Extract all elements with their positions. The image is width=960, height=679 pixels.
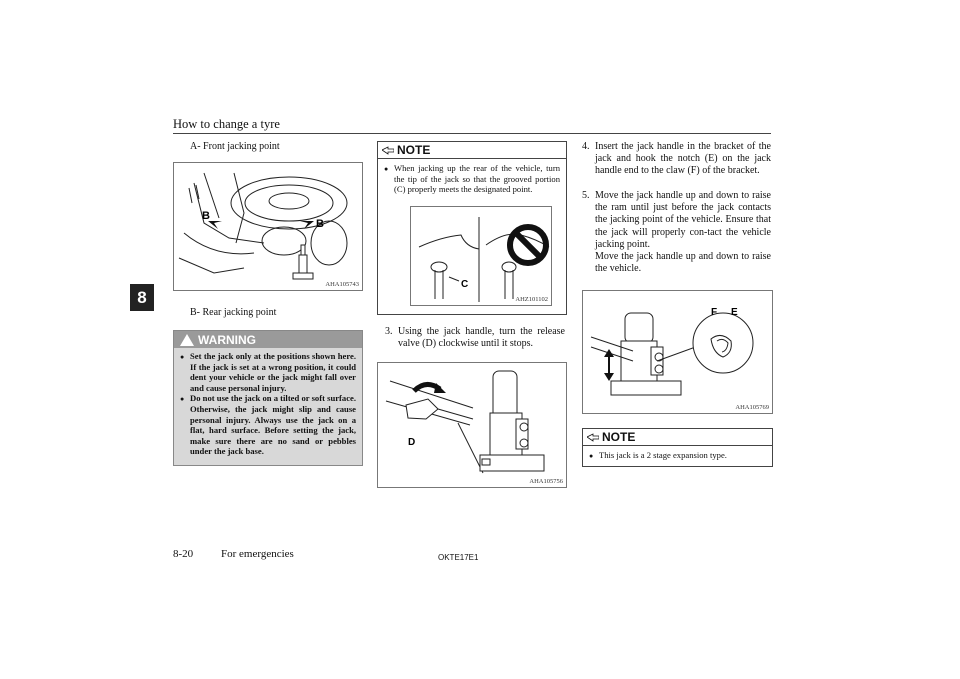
warning-header	[174, 331, 362, 348]
figure1-label-b-left: B	[202, 210, 210, 222]
step-5-number: 5.	[582, 190, 590, 201]
note-box-rear	[377, 141, 567, 315]
figure2-code: AHZ101102	[515, 296, 548, 303]
figure4-label-e: E	[731, 307, 738, 318]
warning-item: ● Set the jack only at the positions shown here. If the jack is set at a wrong position, it could dent your vehicle or the jack might fall over and cause personal injury.	[180, 351, 356, 393]
note-title: NOTE	[602, 430, 636, 444]
figure-jacking-points	[173, 162, 363, 291]
figure3-code: AHA105756	[529, 478, 563, 485]
step-4-number: 4.	[582, 141, 590, 152]
warning-box	[173, 330, 363, 466]
figure-jack-tip	[410, 206, 552, 306]
figure-jack-handle	[582, 290, 773, 414]
warning-triangle-icon	[180, 334, 194, 346]
caption-front-jacking-point: A- Front jacking point	[190, 141, 280, 152]
pointing-hand-icon	[382, 146, 394, 155]
warning-title: WARNING	[198, 332, 256, 347]
jacking-points-illustration	[174, 163, 362, 290]
note-header	[583, 429, 772, 446]
step-4-text: Insert the jack handle in the bracket of the jack and hook the notch (E) on the jack handle end to the claw (F) of the bracket.	[595, 141, 771, 177]
step-3	[385, 326, 565, 350]
figure3-label-d: D	[408, 437, 416, 448]
figure4-code: AHA105769	[735, 404, 769, 411]
figure2-label-c: C	[461, 279, 469, 290]
figure1-code: AHA105743	[325, 281, 359, 288]
caption-rear-jacking-point: B- Rear jacking point	[190, 307, 277, 318]
footer-page-number: 8-20	[173, 548, 194, 560]
figure1-label-b-right: B	[316, 218, 324, 230]
note-header	[378, 142, 566, 159]
step-4	[582, 141, 771, 178]
pointing-hand-icon	[587, 433, 599, 442]
figure-release-valve	[377, 362, 567, 488]
release-valve-illustration	[378, 363, 566, 487]
section-tab: 8	[130, 284, 154, 311]
step-3-number: 3.	[385, 326, 393, 337]
page-header-title: How to change a tyre	[173, 117, 280, 131]
figure4-label-f: F	[711, 307, 718, 318]
bullet-icon: ●	[384, 165, 389, 173]
step-5-text: Move the jack handle up and down to raise the ram until just before the jack contacts the jacking point of the vehicle. Ensure that the jack will properly con-tact the vehicle jacking point.	[595, 190, 771, 250]
jack-handle-illustration	[583, 291, 772, 413]
warning-item: ● Do not use the jack on a tilted or soft surface. Otherwise, the jack might slip and cause personal injury. Always use the jack on a flat, hard surface. Before setting the jack, make sure there are no sand or pebbles under the jack base.	[180, 393, 356, 457]
note-title: NOTE	[397, 143, 431, 157]
note-item: ● This jack is a 2 stage expansion type.	[589, 450, 727, 460]
note-item: ● When jacking up the rear of the vehicle, turn the tip of the jack so that the grooved portion (C) properly meets the designated point.	[384, 163, 560, 195]
bullet-icon: ●	[589, 452, 594, 460]
note-box-stage	[582, 428, 773, 467]
step-5	[582, 190, 771, 275]
step-3-text: Using the jack handle, turn the release valve (D) clockwise until it stops.	[398, 326, 565, 350]
step-5-text-2: Move the jack handle up and down to raise the vehicle.	[595, 251, 771, 275]
jack-tip-illustration	[411, 207, 551, 305]
footer-section: For emergencies	[221, 548, 294, 560]
bullet-icon: ●	[180, 353, 185, 361]
bullet-icon: ●	[180, 395, 185, 404]
header-divider	[173, 133, 771, 134]
footer-code: OKTE17E1	[438, 553, 479, 562]
